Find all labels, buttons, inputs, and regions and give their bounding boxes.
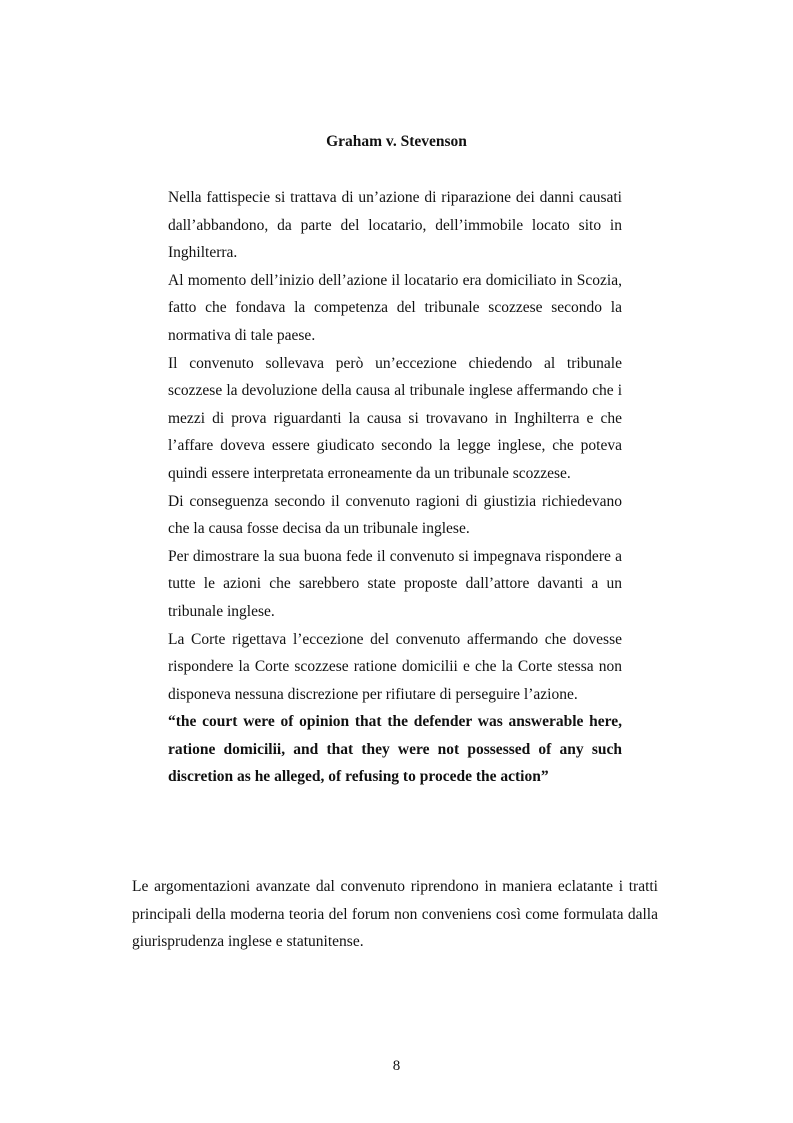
case-paragraph: Al momento dell’inizio dell’azione il locatario era domiciliato in Scozia, fatto che fondava la competenza del tribunale scozzese secondo la normativa di tale paese.: [168, 271, 622, 344]
case-paragraph: Il convenuto sollevava però un’eccezione chiedendo al tribunale scozzese la devoluzione della causa al tribunale inglese affermando che i mezzi di prova riguardanti la causa si trovavano in Inghilterra e che l’affare doveva essere giudicato secondo la legge inglese, che poteva quindi essere interpretata erroneamente da un tribunale scozzese.: [168, 354, 622, 482]
case-paragraph: Di conseguenza secondo il convenuto ragioni di giustizia richiedevano che la causa fosse decisa da un tribunale inglese.: [168, 492, 622, 538]
case-paragraph: Per dimostrare la sua buona fede il convenuto si impegnava rispondere a tutte le azioni che sarebbero state proposte dall’attore davanti a un tribunale inglese.: [168, 547, 622, 620]
case-description: [168, 184, 622, 791]
case-paragraph: La Corte rigettava l’eccezione del convenuto affermando che dovesse rispondere la Corte scozzese ratione domicilii e che la Corte stessa non disponeva nessuna discrezione per rifiutare di perseguire l’azione.: [168, 630, 622, 703]
court-quote: “the court were of opinion that the defender was answerable here, ratione domicilii, and that they were not possessed of any such discretion as he alleged, of refusing to procede the action”: [168, 713, 622, 786]
case-title: Graham v. Stevenson: [326, 133, 467, 150]
page-number: 8: [392, 1058, 401, 1074]
closing-paragraph: Le argomentazioni avanzate dal convenuto riprendono in maniera eclatante i tratti principali della moderna teoria del forum non conveniens così come formulata dalla giurisprudenza inglese e statunitense.: [132, 878, 658, 951]
case-paragraph: Nella fattispecie si trattava di un’azione di riparazione dei danni causati dall’abbandono, da parte del locatario, dell’immobile locato sito in Inghilterra.: [168, 189, 622, 262]
